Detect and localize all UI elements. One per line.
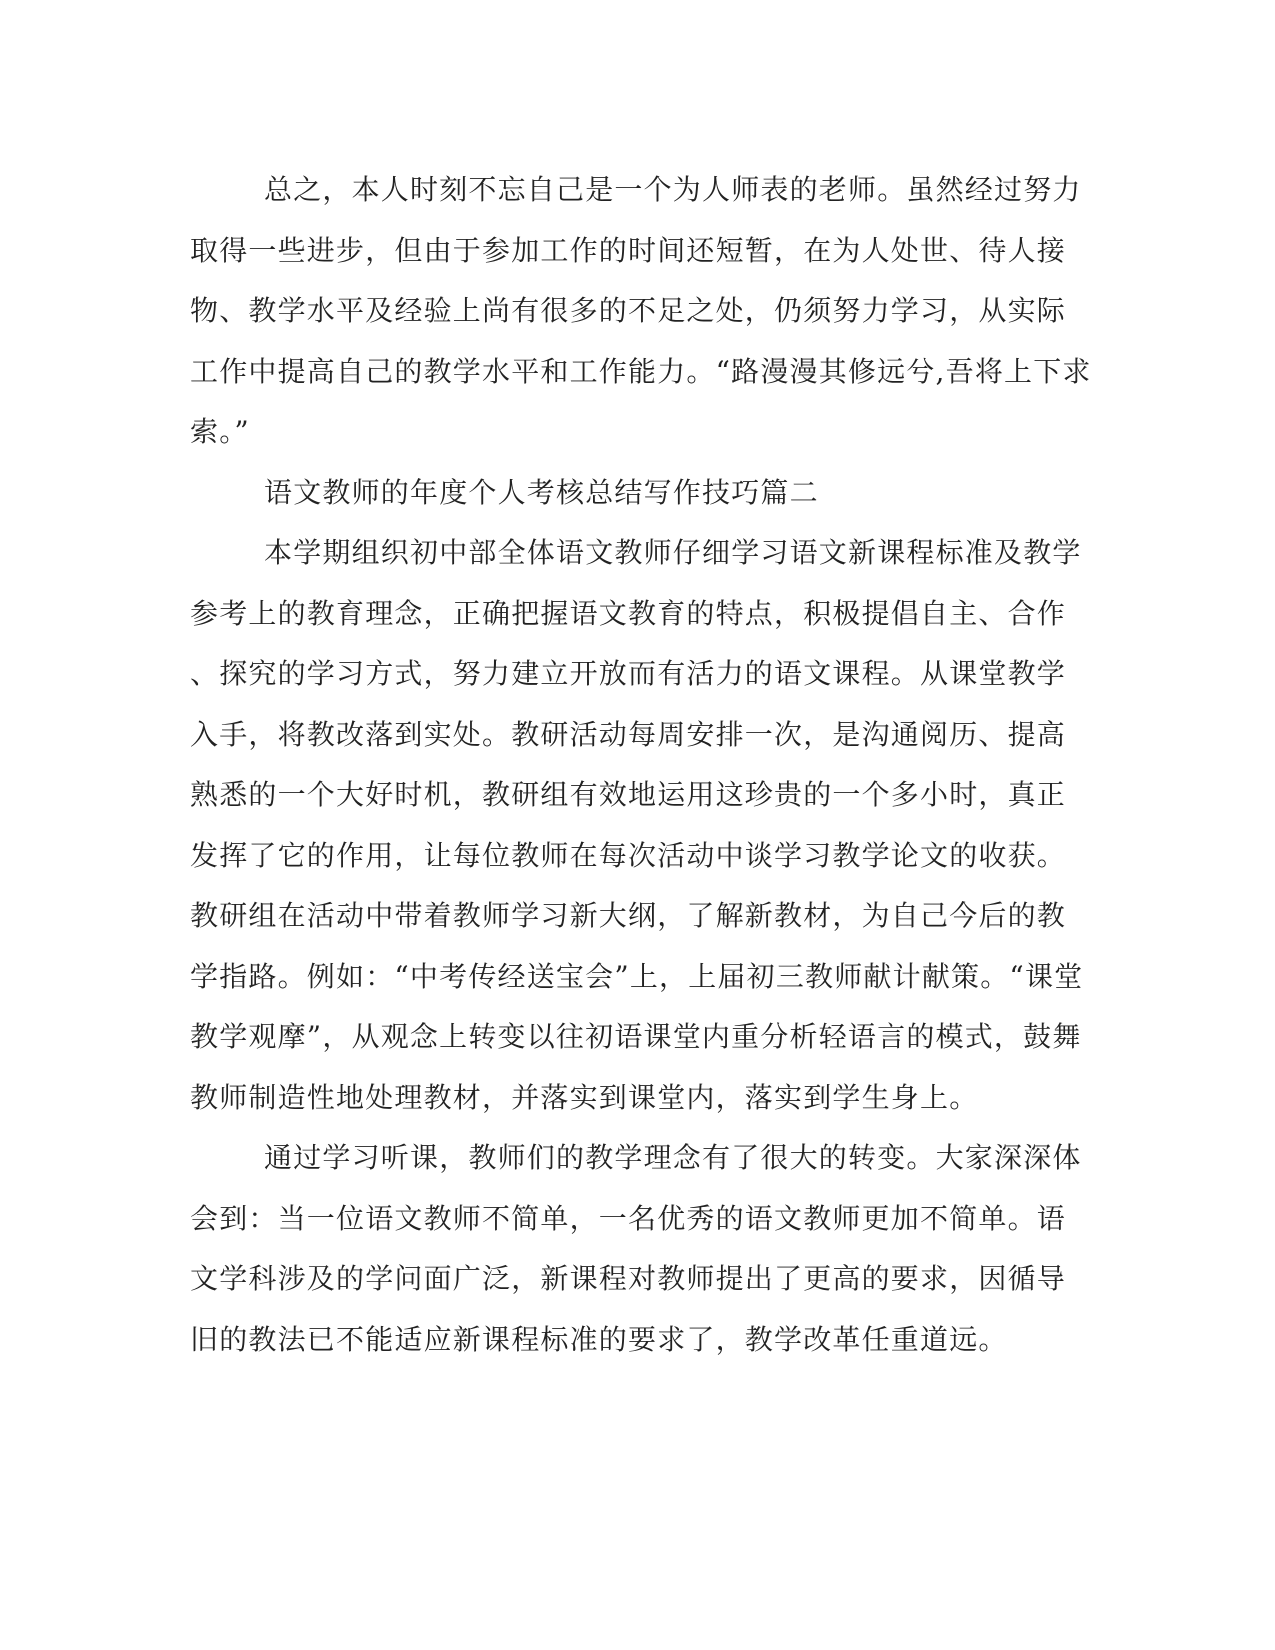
text-line: 参考上的教育理念，正确把握语文教育的特点，积极提倡自主、合作 [190, 596, 1067, 630]
text-line: 取得一些进步，但由于参加工作的时间还短暂，在为人处世、待人接 [190, 233, 1067, 267]
paragraph-learning [190, 1128, 1090, 1370]
text-line: 发挥了它的作用，让每位教师在每次活动中谈学习教学论文的收获。 [190, 838, 1067, 872]
text-line: 工作中提高自己的教学水平和工作能力。“路漫漫其修远兮,吾将上下求 [190, 354, 1092, 388]
text-line: 文学科涉及的学问面广泛，新课程对教师提出了更高的要求，因循导 [190, 1262, 1067, 1295]
text-line: 入手，将教改落到实处。教研活动每周安排一次，是沟通阅历、提高 [190, 717, 1067, 751]
text-line: 会到：当一位语文教师不简单，一名优秀的语文教师更加不简单。语 [190, 1201, 1067, 1235]
heading-text: 语文教师的年度个人考核总结写作技巧篇二 [264, 475, 819, 509]
text-line: 、探究的学习方式，努力建立开放而有活力的语文课程。从课堂教学 [190, 657, 1067, 690]
text-line: 索。” [190, 415, 250, 448]
paragraph-summary [190, 160, 1090, 463]
text-line: 本学期组织初中部全体语文教师仔细学习语文新课程标准及教学 [264, 536, 1082, 569]
section-heading [190, 463, 1090, 524]
document-body [190, 160, 1090, 1370]
text-line: 熟悉的一个大好时机，教研组有效地运用这珍贵的一个多小时，真正 [190, 778, 1067, 811]
text-line: 总之，本人时刻不忘自己是一个为人师表的老师。虽然经过努力 [264, 173, 1082, 206]
text-line: 教研组在活动中带着教师学习新大纲，了解新教材，为自己今后的教 [190, 899, 1067, 932]
text-line: 教师制造性地处理教材，并落实到课堂内，落实到学生身上。 [190, 1080, 979, 1114]
text-line: 学指路。例如：“中考传经送宝会”上，上届初三教师献计献策。“课堂 [190, 959, 1084, 993]
paragraph-semester [190, 523, 1090, 1128]
text-line: 物、教学水平及经验上尚有很多的不足之处，仍须努力学习，从实际 [190, 294, 1067, 327]
text-line: 通过学习听课，教师们的教学理念有了很大的转变。大家深深体 [264, 1141, 1082, 1174]
text-line: 旧的教法已不能适应新课程标准的要求了，教学改革任重道远。 [190, 1322, 1008, 1356]
text-line: 教学观摩”，从观念上转变以往初语课堂内重分析轻语言的模式，鼓舞 [190, 1020, 1082, 1053]
